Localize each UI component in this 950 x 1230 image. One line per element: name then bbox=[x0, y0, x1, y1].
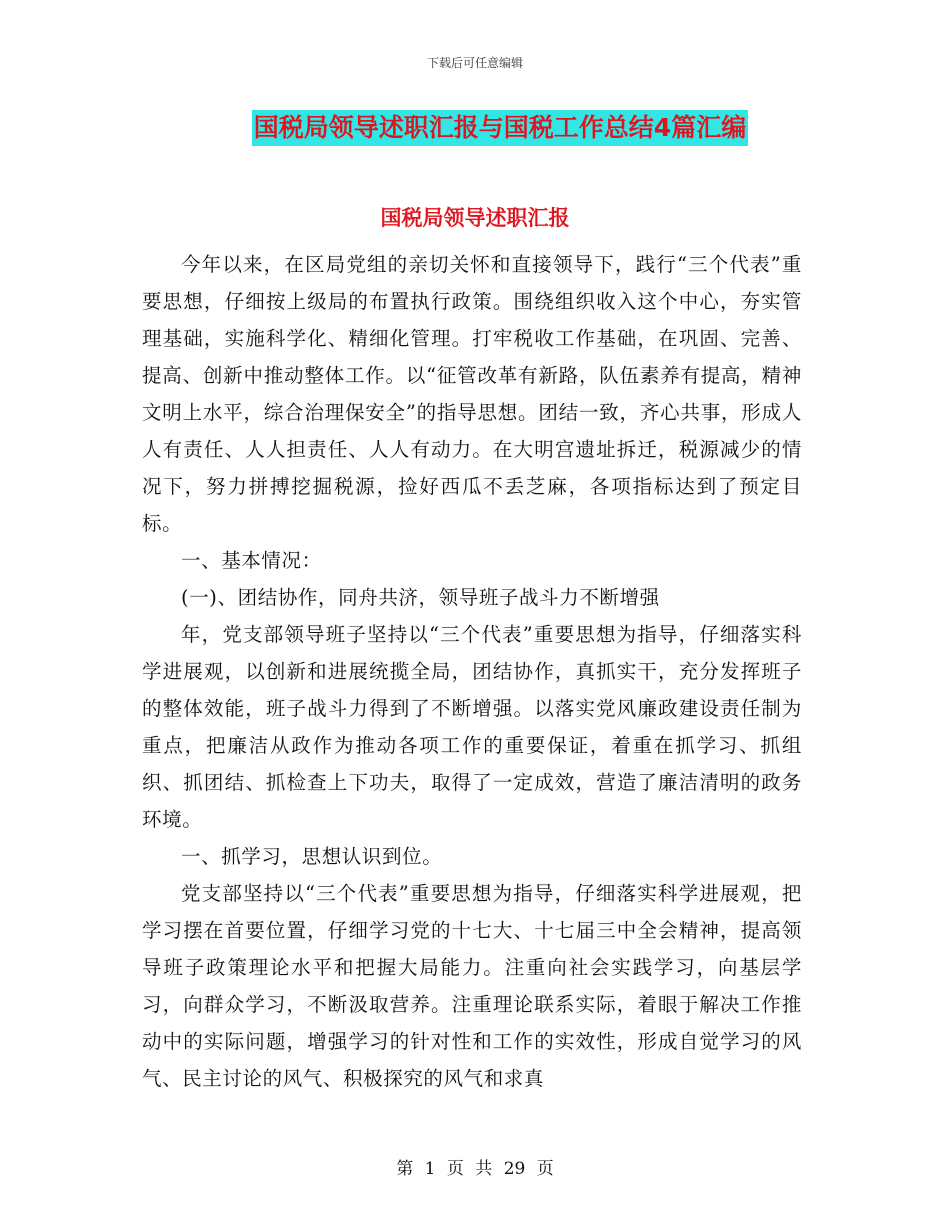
paragraph-heading-basic: 一、基本情况： bbox=[181, 549, 322, 572]
document-title-container bbox=[0, 110, 950, 146]
footer-suffix: 页 bbox=[536, 1159, 554, 1179]
footer-prefix: 第 bbox=[396, 1159, 414, 1179]
section-title: 国税局领导述职汇报 bbox=[380, 206, 570, 230]
paragraph-subheading-unity: (一)、团结协作，同舟共济，领导班子战斗力不断增强 bbox=[181, 586, 660, 609]
paragraph-study: 党支部坚持以“三个代表”重要思想为指导，仔细落实科学进展观，把学习摆在首要位置，仔细学习党的十七大、十七届三中全会精神，提高领导班子政策理论水平和把握大局能力。注重向社会实践学习，向基层学习，向群众学习，不断汲取营养。注重理论联系实际，着眼于解决工作推动中的实际问题，增强学习的针对性和工作的实效性，形成自觉学习的风气、民主讨论的风气、积极探究的风气和求真 bbox=[142, 882, 802, 1090]
footer-total-label: 共 bbox=[475, 1159, 493, 1179]
footer-page-label: 页 bbox=[446, 1159, 464, 1179]
paragraph-intro: 今年以来，在区局党组的亲切关怀和直接领导下，践行“三个代表”重要思想，仔细按上级局的布置执行政策。围绕组织收入这个中心，夯实管理基础，实施科学化、精细化管理。打牢税收工作基础，在巩固、完善、提高、创新中推动整体工作。以“征管改革有新路，队伍素养有提高，精神文明上水平，综合治理保安全”的指导思想。团结一致，齐心共事，形成人人有责任、人人担责任、人人有动力。在大明宫遗址拆迁，税源减少的情况下，努力拼搏挖掘税源，捡好西瓜不丢芝麻，各项指标达到了预定目标。 bbox=[142, 253, 802, 535]
paragraph-heading-study: 一、抓学习，思想认识到位。 bbox=[181, 845, 443, 868]
document-body bbox=[142, 246, 802, 1097]
page-number-footer bbox=[0, 1154, 950, 1179]
footer-total-pages: 29 bbox=[503, 1159, 526, 1179]
document-title: 国税局领导述职汇报与国税工作总结4篇汇编 bbox=[252, 110, 748, 146]
page-header-note: 下载后可任意编辑 bbox=[426, 56, 523, 70]
paragraph-leadership: 年，党支部领导班子坚持以“三个代表”重要思想为指导，仔细落实科学进展观，以创新和进展统揽全局，团结协作，真抓实干，充分发挥班子的整体效能，班子战斗力得到了不断增强。以落实党风廉政建设责任制为重点，把廉洁从政作为推动各项工作的重要保证，着重在抓学习、抓组织、抓团结、抓检查上下功夫，取得了一定成效，营造了廉洁清明的政务环境。 bbox=[142, 623, 802, 831]
footer-page-number: 1 bbox=[424, 1159, 436, 1179]
